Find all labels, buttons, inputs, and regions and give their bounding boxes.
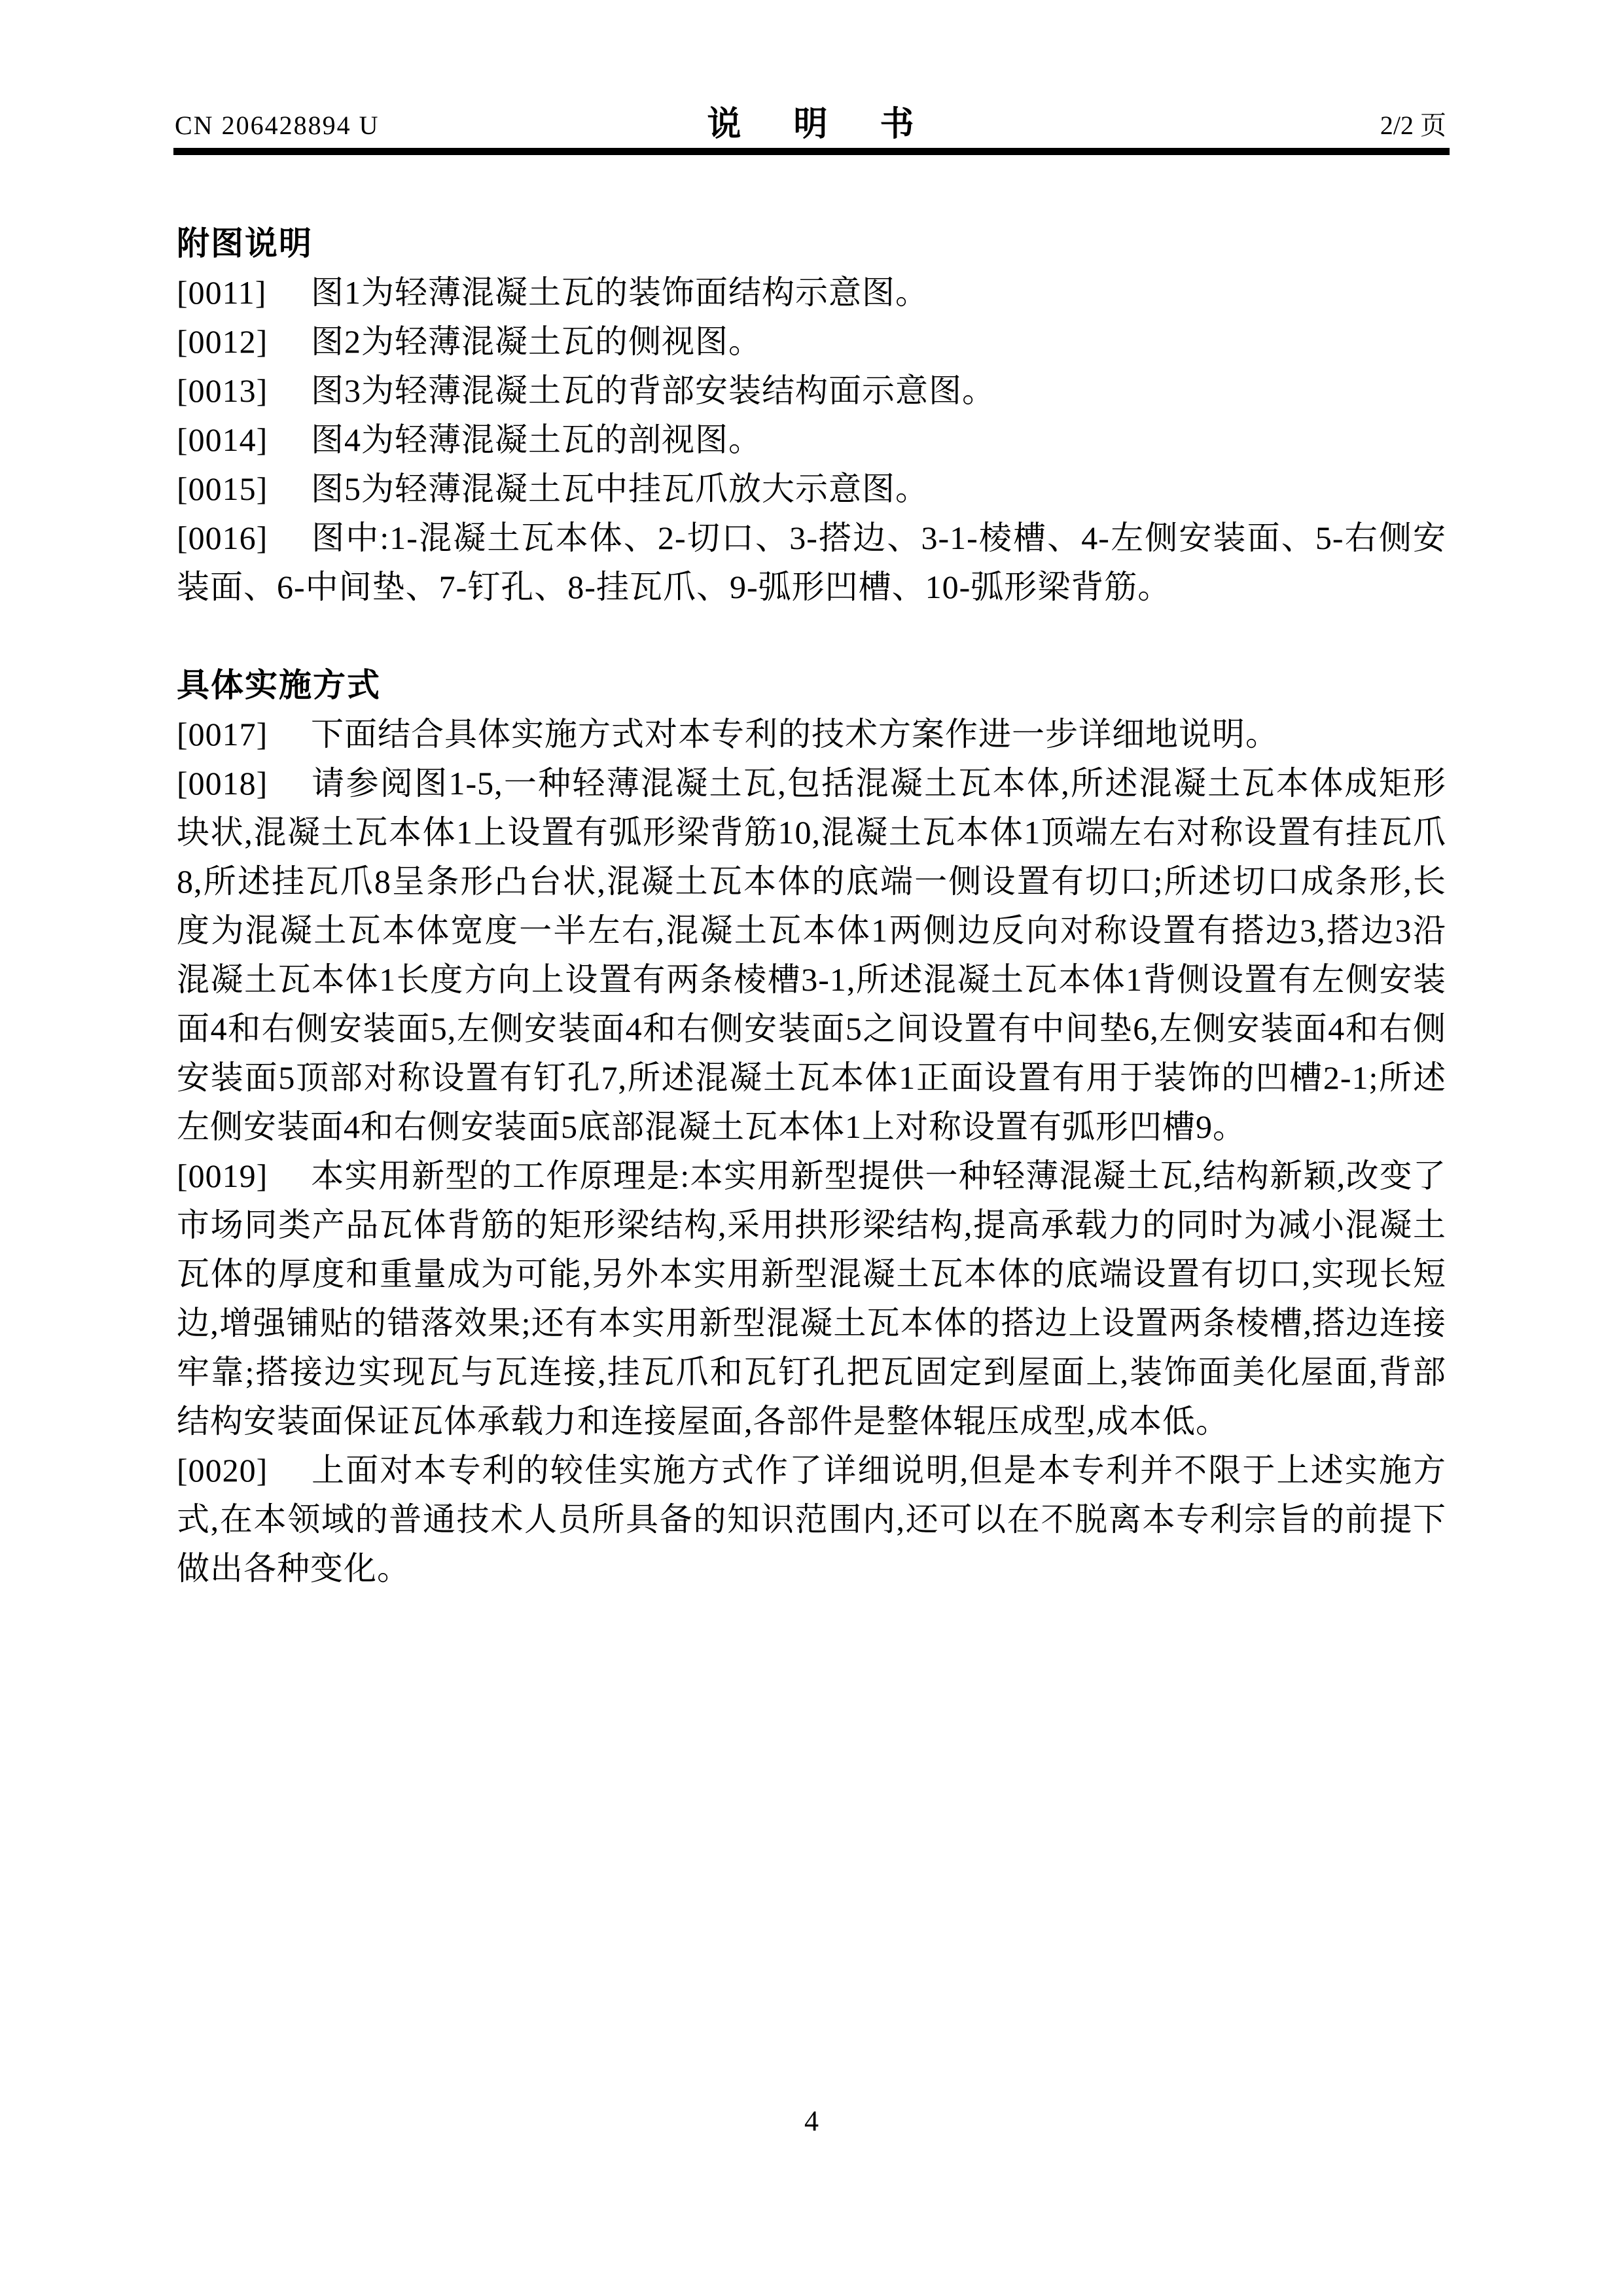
paragraph-number: [0011] [177,274,267,311]
paragraph-text: 图3为轻薄混凝土瓦的背部安装结构面示意图。 [311,372,995,409]
paragraph-number: [0017] [177,716,268,752]
paragraph-0016 [177,514,1446,612]
header-divider-rule [173,148,1450,155]
page-indicator: 2/2 页 [1380,111,1447,140]
paragraph-0014 [177,415,1446,465]
paragraph-0012 [177,317,1446,366]
paragraph-number: [0016] [177,520,268,556]
paragraph-0020 [177,1446,1446,1593]
paragraph-number: [0020] [177,1452,268,1489]
paragraph-0015 [177,465,1446,514]
paragraph-number: [0012] [177,323,268,360]
paragraph-0013 [177,366,1446,415]
paragraph-number: [0013] [177,372,268,409]
publication-number: CN 206428894 U [175,111,380,140]
paragraph-0019 [177,1152,1446,1446]
paragraph-0018 [177,759,1446,1152]
paragraph-text: 图4为轻薄混凝土瓦的剖视图。 [311,421,762,458]
page-footer [0,2106,1623,2137]
page-number: 4 [804,2105,819,2137]
paragraph-number: [0019] [177,1157,268,1194]
paragraph-0017 [177,710,1446,759]
paragraph-text: 本实用新型的工作原理是:本实用新型提供一种轻薄混凝土瓦,结构新颖,改变了市场同类产品瓦体背筋的矩形梁结构,采用拱形梁结构,提高承载力的同时为减小混凝土瓦体的厚度和重量成为可能,另外本实用新型混凝土瓦本体的底端设置有切口,实现长短边,增强铺贴的错落效果;还有本实用新型混凝土瓦本体的搭边上设置两条棱槽,搭边连接牢靠;搭接边实现瓦与瓦连接,挂瓦爪和瓦钉孔把瓦固定到屋面上,装饰面美化屋面,背部结构安装面保证瓦体承载力和连接屋面,各部件是整体辊压成型,成本低。 [177,1157,1446,1439]
page-header [175,106,1446,144]
section-heading-brief-description-of-drawings: 附图说明 [177,225,313,262]
paragraph-number: [0015] [177,470,268,507]
paragraph-text: 图2为轻薄混凝土瓦的侧视图。 [311,323,762,360]
paragraph-text: 图中:1-混凝土瓦本体、2-切口、3-搭边、3-1-棱槽、4-左侧安装面、5-右侧安装面、6-中间垫、7-钉孔、8-挂瓦爪、9-弧形凹槽、10-弧形梁背筋。 [177,520,1446,605]
paragraph-number: [0014] [177,421,268,458]
paragraph-text: 下面结合具体实施方式对本专利的技术方案作进一步详细地说明。 [311,716,1279,752]
paragraph-text: 图1为轻薄混凝土瓦的装饰面结构示意图。 [311,274,929,311]
document-content [177,155,1446,1593]
section-heading-detailed-description: 具体实施方式 [177,667,381,703]
paragraph-text: 图5为轻薄混凝土瓦中挂瓦爪放大示意图。 [311,470,929,507]
paragraph-text: 请参阅图1-5,一种轻薄混凝土瓦,包括混凝土瓦本体,所述混凝土瓦本体成矩形块状,混凝土瓦本体1上设置有弧形梁背筋10,混凝土瓦本体1顶端左右对称设置有挂瓦爪8,所述挂瓦爪8呈条形凸台状,混凝土瓦本体的底端一侧设置有切口;所述切口成条形,长度为混凝土瓦本体宽度一半左右,混凝土瓦本体1两侧边反向对称设置有搭边3,搭边3沿混凝土瓦本体1长度方向上设置有两条棱槽3-1,所述混凝土瓦本体1背侧设置有左侧安装面4和右侧安装面5,左侧安装面4和右侧安装面5之间设置有中间垫6,左侧安装面4和右侧安装面5顶部对称设置有钉孔7,所述混凝土瓦本体1正面设置有用于装饰的凹槽2-1;所述左侧安装面4和右侧安装面5底部混凝土瓦本体1上对称设置有弧形凹槽9。 [177,765,1446,1145]
paragraph-0011 [177,268,1446,317]
paragraph-text: 上面对本专利的较佳实施方式作了详细说明,但是本专利并不限于上述实施方式,在本领域的普通技术人员所具备的知识范围内,还可以在不脱离本专利宗旨的前提下做出各种变化。 [177,1452,1446,1587]
paragraph-number: [0018] [177,765,268,802]
document-title: 说明书 [707,106,967,143]
